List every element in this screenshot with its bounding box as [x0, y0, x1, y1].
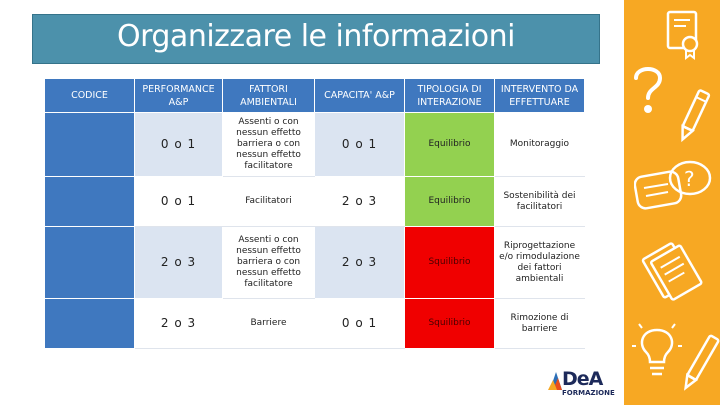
capacita-cell: 2 o 3: [315, 177, 405, 227]
title-banner: [32, 14, 600, 64]
code-cell: [45, 227, 135, 299]
tipologia-cell: Equilibrio: [405, 177, 495, 227]
tipologia-cell: Squilibrio: [405, 227, 495, 299]
logo-text: DeA: [562, 368, 603, 390]
fattori-cell: Assenti o con nessun effetto barriera o con nessun effetto facilitatore: [223, 227, 315, 299]
header-capacita: CAPACITA' A&P: [315, 79, 405, 113]
slide-title: Organizzare le informazioni: [116, 19, 516, 54]
chat-question-icon: [634, 158, 714, 222]
performance-cell: 2 o 3: [135, 227, 223, 299]
dea-logo: [548, 368, 618, 398]
table-row: [45, 113, 585, 177]
intervento-cell: Riprogettazione e/o rimodulazione dei fattori ambientali: [495, 227, 585, 299]
pen-icon: [680, 330, 720, 400]
intervento-cell: Sostenibilità dei facilitatori: [495, 177, 585, 227]
code-cell: [45, 299, 135, 349]
performance-cell: 2 o 3: [135, 299, 223, 349]
lightbulb-icon: [632, 322, 682, 382]
performance-cell: 0 o 1: [135, 113, 223, 177]
info-table: [44, 78, 584, 348]
table-row: [45, 227, 585, 299]
header-fattori: FATTORI AMBIENTALI: [223, 79, 315, 113]
intervento-cell: Rimozione di barriere: [495, 299, 585, 349]
pencil-icon: [674, 86, 714, 146]
documents-icon: [638, 236, 708, 306]
header-performance: PERFORMANCE A&P: [135, 79, 223, 113]
capacita-cell: 2 o 3: [315, 227, 405, 299]
fattori-cell: Barriere: [223, 299, 315, 349]
table-row: [45, 299, 585, 349]
question-mark-icon: [628, 62, 668, 118]
code-cell: [45, 177, 135, 227]
tipologia-cell: Equilibrio: [405, 113, 495, 177]
certificate-icon: [664, 8, 704, 60]
svg-text:?: ?: [684, 167, 695, 191]
table-row: [45, 177, 585, 227]
code-cell: [45, 113, 135, 177]
decorative-sidebar: [624, 0, 720, 405]
header-intervento: INTERVENTO DA EFFETTUARE: [495, 79, 585, 113]
header-tipologia: TIPOLOGIA DI INTERAZIONE: [405, 79, 495, 113]
header-codice: CODICE: [45, 79, 135, 113]
logo-subtitle: FORMAZIONE: [562, 389, 615, 397]
capacita-cell: 0 o 1: [315, 113, 405, 177]
capacita-cell: 0 o 1: [315, 299, 405, 349]
performance-cell: 0 o 1: [135, 177, 223, 227]
tipologia-cell: Squilibrio: [405, 299, 495, 349]
fattori-cell: Assenti o con nessun effetto barriera o con nessun effetto facilitatore: [223, 113, 315, 177]
intervento-cell: Monitoraggio: [495, 113, 585, 177]
fattori-cell: Facilitatori: [223, 177, 315, 227]
